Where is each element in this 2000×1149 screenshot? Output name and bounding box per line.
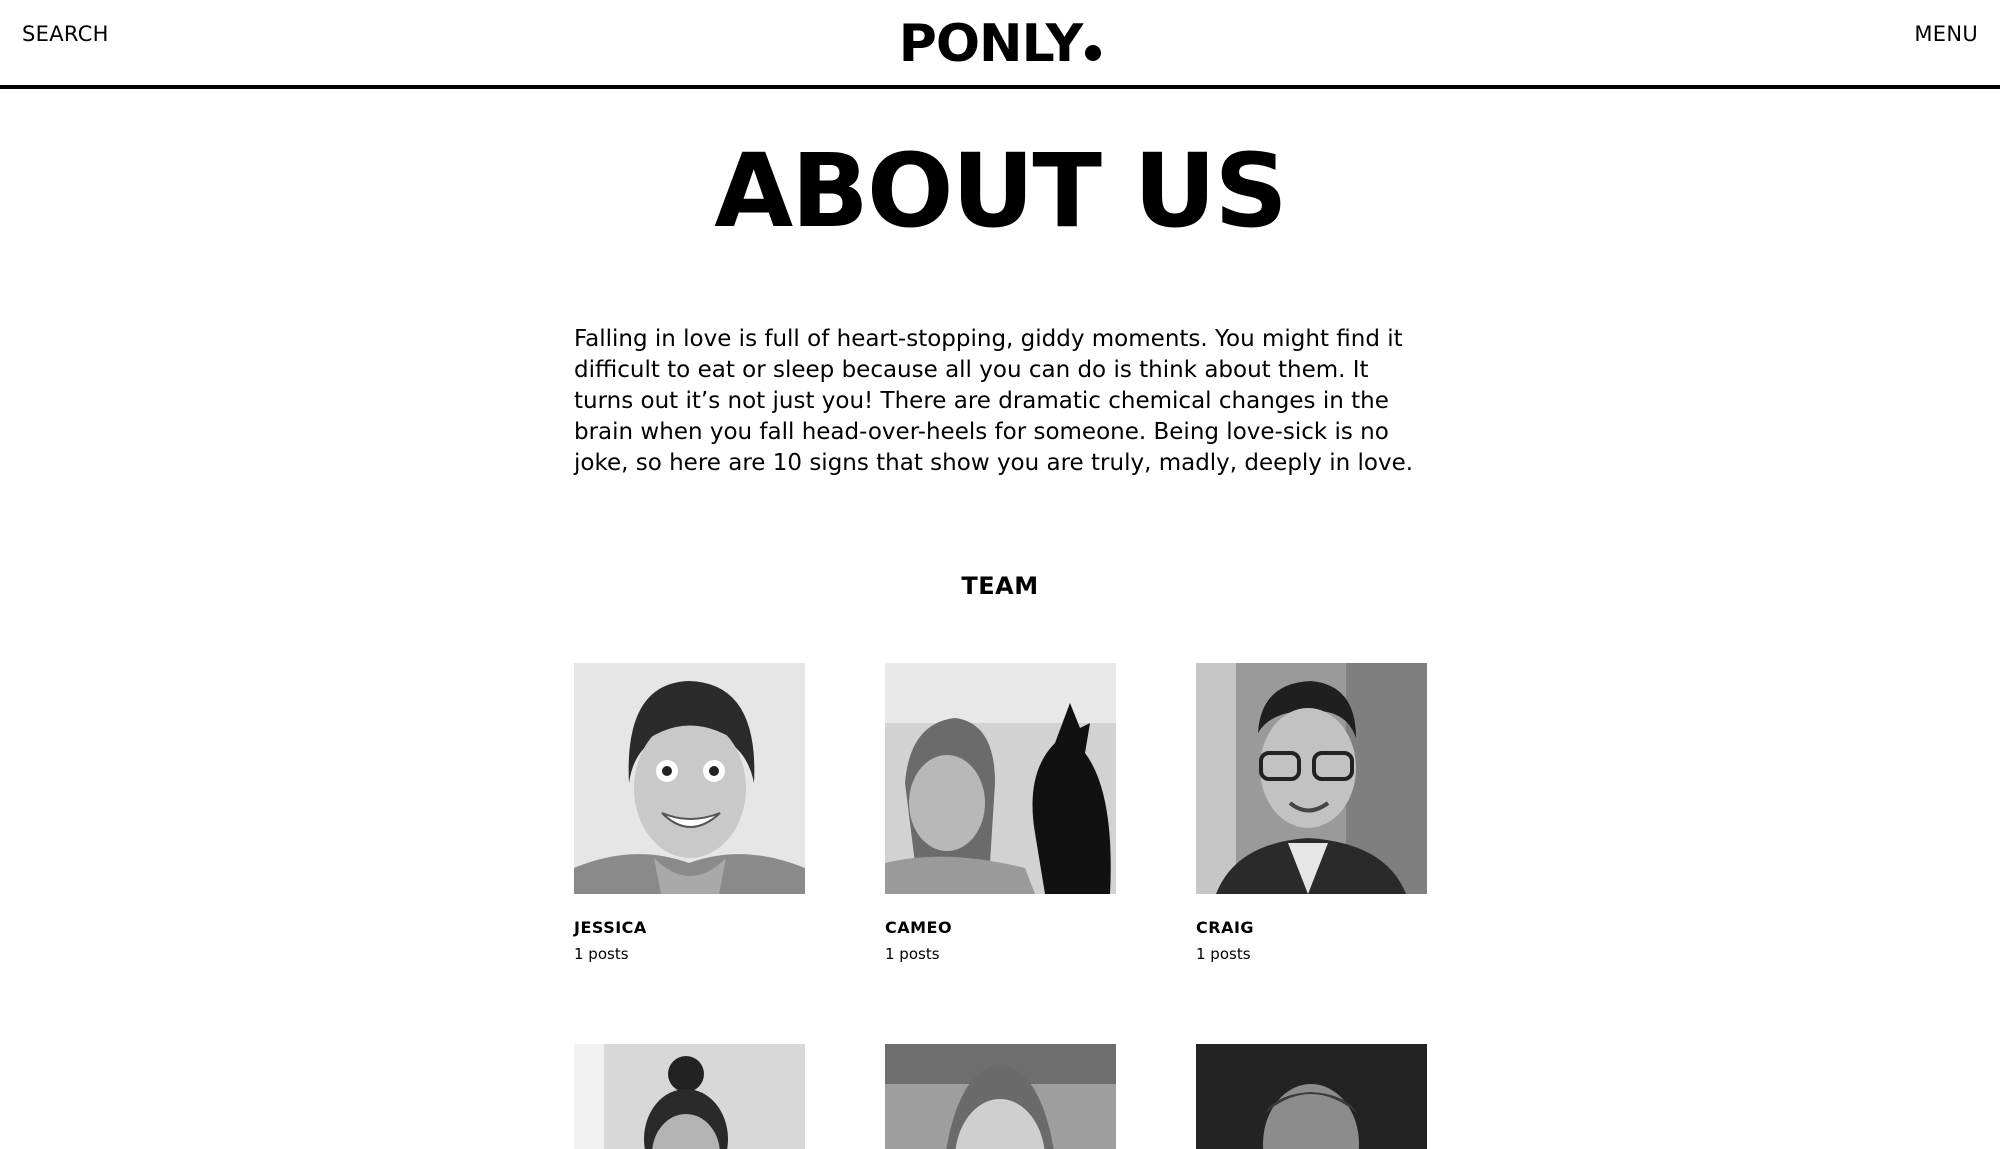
menu-link[interactable]: MENU bbox=[1914, 22, 1978, 46]
avatar-member-5[interactable] bbox=[885, 1044, 1116, 1149]
team-member-card[interactable] bbox=[1196, 663, 1427, 963]
avatar-jessica[interactable] bbox=[574, 663, 805, 894]
team-member-card[interactable] bbox=[885, 663, 1116, 963]
logo-text: PONLY bbox=[898, 14, 1083, 74]
member-post-count: 1 posts bbox=[574, 945, 629, 963]
avatar-image bbox=[885, 1044, 1116, 1149]
team-member-card[interactable] bbox=[574, 1044, 805, 1149]
member-name[interactable]: JESSICA bbox=[574, 918, 647, 937]
member-name[interactable]: CAMEO bbox=[885, 918, 953, 937]
member-name[interactable]: CRAIG bbox=[1196, 918, 1255, 937]
avatar-image bbox=[574, 663, 805, 894]
avatar-image bbox=[1196, 663, 1427, 894]
team-member-card[interactable] bbox=[1196, 1044, 1427, 1149]
team-heading: TEAM bbox=[961, 572, 1039, 600]
logo-dot-icon bbox=[1085, 45, 1101, 61]
site-header bbox=[0, 0, 2000, 89]
avatar-image bbox=[885, 663, 1116, 894]
avatar-image bbox=[1196, 1044, 1427, 1149]
member-post-count: 1 posts bbox=[885, 945, 940, 963]
avatar-member-6[interactable] bbox=[1196, 1044, 1427, 1149]
team-member-card[interactable] bbox=[885, 1044, 1116, 1149]
avatar-member-4[interactable] bbox=[574, 1044, 805, 1149]
avatar-craig[interactable] bbox=[1196, 663, 1427, 894]
avatar-cameo[interactable] bbox=[885, 663, 1116, 894]
page-title: ABOUT US bbox=[714, 132, 1286, 251]
avatar-image bbox=[574, 1044, 805, 1149]
site-logo[interactable] bbox=[0, 14, 2000, 74]
member-post-count: 1 posts bbox=[1196, 945, 1251, 963]
team-member-card[interactable] bbox=[574, 663, 805, 963]
intro-paragraph: Falling in love is full of heart-stopping, giddy moments. You might find it difficult to eat or sleep because all you can do is think about them. It turns out it’s not just you! There are dramatic chemical changes in the brain when you fall head-over-heels for someone. Being love-sick is no joke, so here are 10 signs that show you are truly, madly, deeply in love. bbox=[574, 326, 1414, 476]
search-link[interactable]: SEARCH bbox=[22, 22, 109, 46]
